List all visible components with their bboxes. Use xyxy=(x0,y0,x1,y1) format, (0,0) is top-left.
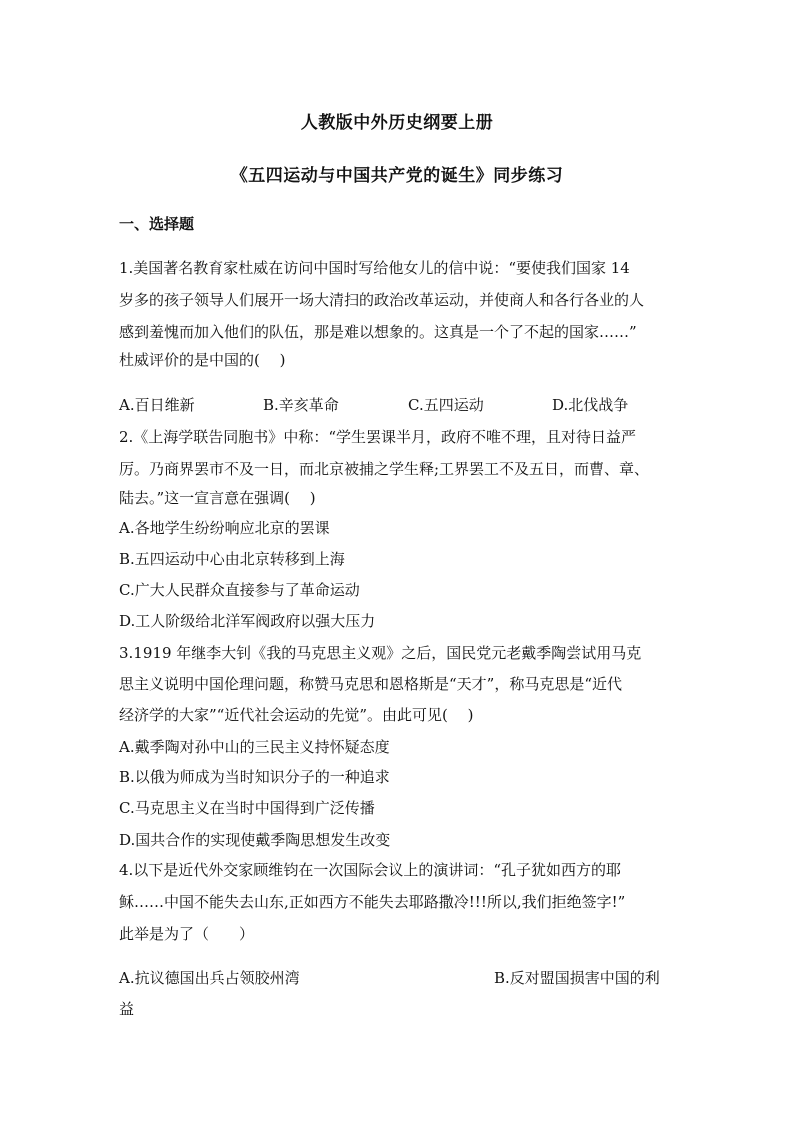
question-2-line-3: 陆去。”这一宣言意在强调( ) xyxy=(119,489,316,507)
question-3-line-2: 思主义说明中国伦理问题，称赞马克思和恩格斯是“天才”，称马克思是“近代 xyxy=(119,675,623,693)
question-1-option-d: D.北伐战争 xyxy=(552,396,629,414)
question-3-line-3: 经济学的大家”“近代社会运动的先觉”。由此可见( ) xyxy=(119,706,474,724)
question-3-option-c: C.马克思主义在当时中国得到广泛传播 xyxy=(119,799,375,817)
question-1-option-b: B.辛亥革命 xyxy=(263,396,339,414)
question-2-option-d: D.工人阶级给北洋军阀政府以强大压力 xyxy=(119,612,376,630)
document-subtitle: 《五四运动与中国共产党的诞生》同步练习 xyxy=(230,166,564,186)
question-1-option-c: C.五四运动 xyxy=(408,396,484,414)
question-2-option-a: A.各地学生纷纷响应北京的罢课 xyxy=(119,519,330,537)
question-1-line-3: 感到羞愧而加入他们的队伍，那是难以想象的。这真是一个了不起的国家……” xyxy=(119,323,637,341)
document-title: 人教版中外历史纲要上册 xyxy=(300,113,494,133)
question-1-line-2: 岁多的孩子领导人们展开一场大清扫的政治改革运动，并使商人和各行各业的人 xyxy=(119,291,645,309)
question-4-line-1: 4.以下是近代外交家顾维钧在一次国际会议上的演讲词：“孔子犹如西方的耶 xyxy=(119,861,621,879)
question-2-line-1: 2.《上海学联告同胞书》中称：“学生罢课半月，政府不唯不理，且对待日益严 xyxy=(119,428,636,446)
question-3-option-d: D.国共合作的实现使戴季陶思想发生改变 xyxy=(119,831,391,849)
question-4-option-b: B.反对盟国损害中国的利 xyxy=(494,969,660,987)
question-4-option-a: A.抗议德国出兵占领胶州湾 xyxy=(119,969,300,987)
question-3-line-1: 3.1919 年继李大钊《我的马克思主义观》之后，国民党元老戴季陶尝试用马克 xyxy=(119,644,642,662)
question-2-option-b: B.五四运动中心由北京转移到上海 xyxy=(119,550,345,568)
question-1-line-1: 1.美国著名教育家杜威在访问中国时写给他女儿的信中说：“要使我们国家 14 xyxy=(119,259,630,277)
question-2-option-c: C.广大人民群众直接参与了革命运动 xyxy=(119,581,360,599)
question-1-option-a: A.百日维新 xyxy=(119,396,195,414)
question-4-line-3: 此举是为了（ ） xyxy=(119,925,255,943)
question-4-line-2: 稣……中国不能失去山东,正如西方不能失去耶路撒冷!!!所以,我们拒绝签字!” xyxy=(119,893,626,911)
question-1-line-4: 杜威评价的是中国的( ) xyxy=(119,351,286,369)
question-2-line-2: 厉。乃商界罢市不及一日，而北京被捕之学生释;工界罢工不及五日，而曹、章、 xyxy=(119,460,650,478)
question-4-option-b-continued: 益 xyxy=(119,1000,135,1018)
section-heading: 一、选择题 xyxy=(119,215,195,233)
question-3-option-a: A.戴季陶对孙中山的三民主义持怀疑态度 xyxy=(119,738,390,756)
question-3-option-b: B.以俄为师成为当时知识分子的一种追求 xyxy=(119,768,390,786)
